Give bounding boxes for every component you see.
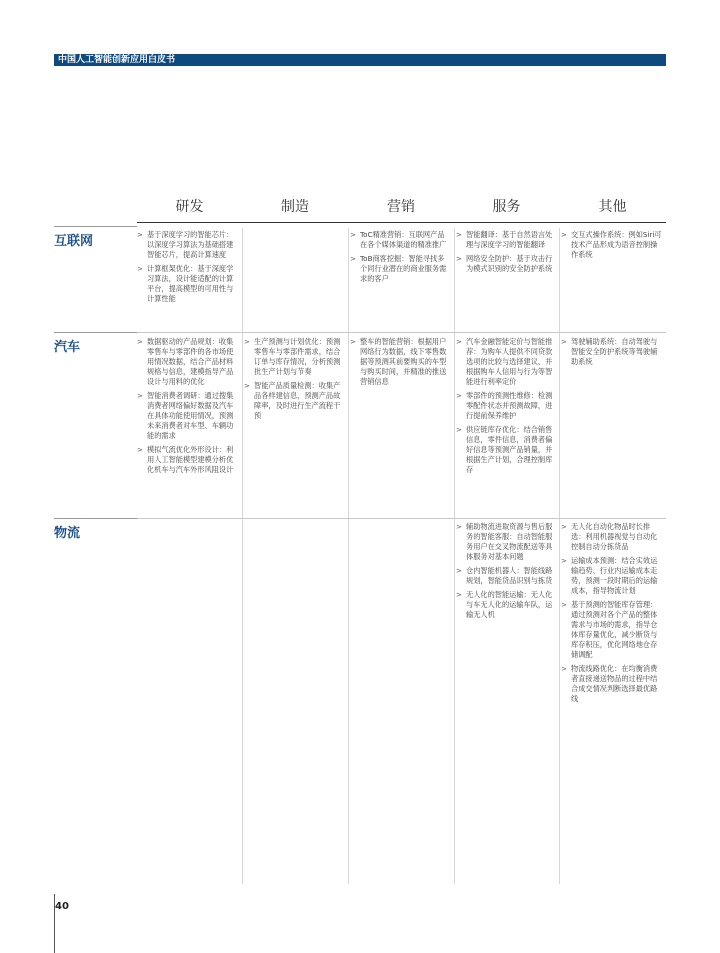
list-item: > 智能消费者调研：通过搜集消费者网络偏好数据及汽车在具体功能使用情况，预测未来消费者对车型、车辆功能的需求 <box>137 391 238 441</box>
header-rule <box>137 222 666 223</box>
list-item: > 基于预测的智能库存管理：通过预测对各个产品的整体需求与市场的需求，指导仓体库存量优化，减少断货与库存积压，优化网络地仓存储调配 <box>561 600 664 660</box>
list-item: > 零部件的预测性维修：检测零配件状态并预测故障，进行提前保养维护 <box>456 391 555 421</box>
document-title: 中国人工智能创新应用白皮书 <box>58 55 176 65</box>
row-rule <box>54 226 137 227</box>
row-label-internet: 互联网 <box>54 234 94 249</box>
list-item: > ToC精准营销：互联网产品在各个媒体渠道的精准推广 <box>350 230 450 250</box>
list-item: > ToB商客挖掘：智能寻找多个同行业潜在的商业服务需求的客户 <box>350 254 450 284</box>
row-label-logistics: 物流 <box>54 526 81 541</box>
cell-automotive-service <box>456 337 555 479</box>
list-item: > 计算框架优化：基于深度学习算法，设计能适配的计算平台，提高模型的可用性与计算性能 <box>137 264 238 304</box>
list-item: > 智能产品质量检测：收集产品各样建信息，预测产品故障率，及时进行生产流程干预 <box>244 381 344 421</box>
list-item: > 无人化自动化物品时长排选：利用机器视觉与自动化控制自动分拣货品 <box>561 522 664 552</box>
cell-internet-rnd <box>137 230 238 308</box>
row-rule <box>54 332 137 333</box>
column-divider <box>242 228 243 884</box>
column-header-manufacturing: 制造 <box>281 199 309 215</box>
column-header-rnd: 研发 <box>175 199 204 215</box>
column-divider <box>559 228 560 884</box>
column-header-service: 服务 <box>492 199 521 215</box>
list-item: > 网络安全防护：基于攻击行为模式识别的安全防护系统 <box>456 254 555 274</box>
page-number: 40 <box>55 901 69 912</box>
list-item: > 基于深度学习的智能芯片：以深度学习算法为基础搭建智能芯片，提高计算速度 <box>137 230 238 260</box>
row-rule <box>137 518 666 519</box>
column-divider <box>454 228 455 884</box>
list-item: > 仓内智能机器人：智能线路规划，智能货品识别与拣货 <box>456 566 555 586</box>
cell-automotive-marketing <box>350 337 450 391</box>
cell-internet-other <box>561 230 664 264</box>
list-item: > 交互式操作系统：例如Siri可技术产品形成为语音控制操作系统 <box>561 230 664 260</box>
list-item: > 无人化的智能运输：无人化与车无人化的运输车队，运输无人机 <box>456 590 555 620</box>
row-label-automotive: 汽车 <box>54 340 81 355</box>
row-rule <box>54 518 137 519</box>
cell-automotive-rnd <box>137 337 238 479</box>
list-item: > 供应链库存优化：结合销售信息，零件信息，消费者偏好信息等预测产品销量，并根据生产计划，合理控制库存 <box>456 425 555 475</box>
cell-logistics-other <box>561 522 664 708</box>
list-item: > 汽车金融智能定价与智能推荐：为购车人提供不同贷款选项的比较与选择建议，并根据购车人信用与行为等智能进行利率定价 <box>456 337 555 387</box>
list-item: > 智能翻译：基于自然语言处理与深度学习的智能翻译 <box>456 230 555 250</box>
cell-logistics-service <box>456 522 555 624</box>
list-item: > 辅助物流进取资源与售后服务的智能客服：自动智能服务用户在交叉物流配送等具体服务对基本问题 <box>456 522 555 562</box>
column-header-marketing: 营销 <box>387 199 415 215</box>
list-item: > 整车的智能营销：根据用户网络行为数据，线下零售数据等预测其前要购买的车型与购买时间，并精准的推送营销信息 <box>350 337 450 387</box>
row-rule <box>137 332 666 333</box>
column-divider <box>348 228 349 884</box>
list-item: > 生产预测与计划优化：预测零售车与零部件需求，结合订单与库存情况，分析预测批生产计划与节奏 <box>244 337 344 377</box>
cell-internet-service <box>456 230 555 278</box>
column-header-other: 其他 <box>598 199 627 215</box>
cell-internet-marketing <box>350 230 450 288</box>
list-item: > 数据驱动的产品规划：收集零售车与零部件的各市场使用情况数据，结合产品材料规格与信息，建模指导产品设计与用料的优化 <box>137 337 238 387</box>
cell-automotive-manufacturing <box>244 337 344 425</box>
cell-automotive-other <box>561 337 664 371</box>
list-item: > 物流线路优化：在均衡消费者直接递送物品的过程中结合成交情况判断选择最优路线 <box>561 664 664 704</box>
list-item: > 驾驶辅助系统：自动驾驶与智能安全防护系统等驾驶辅助系统 <box>561 337 664 367</box>
list-item: > 运输成本预测：结合实效运输趋势、行业内运输成本走势，预测一段时期后的运输成本，指导物流计划 <box>561 556 664 596</box>
list-item: > 模拟气流优化外形设计：利用人工智能模型建模分析优化机车与汽车外形风阻设计 <box>137 445 238 475</box>
